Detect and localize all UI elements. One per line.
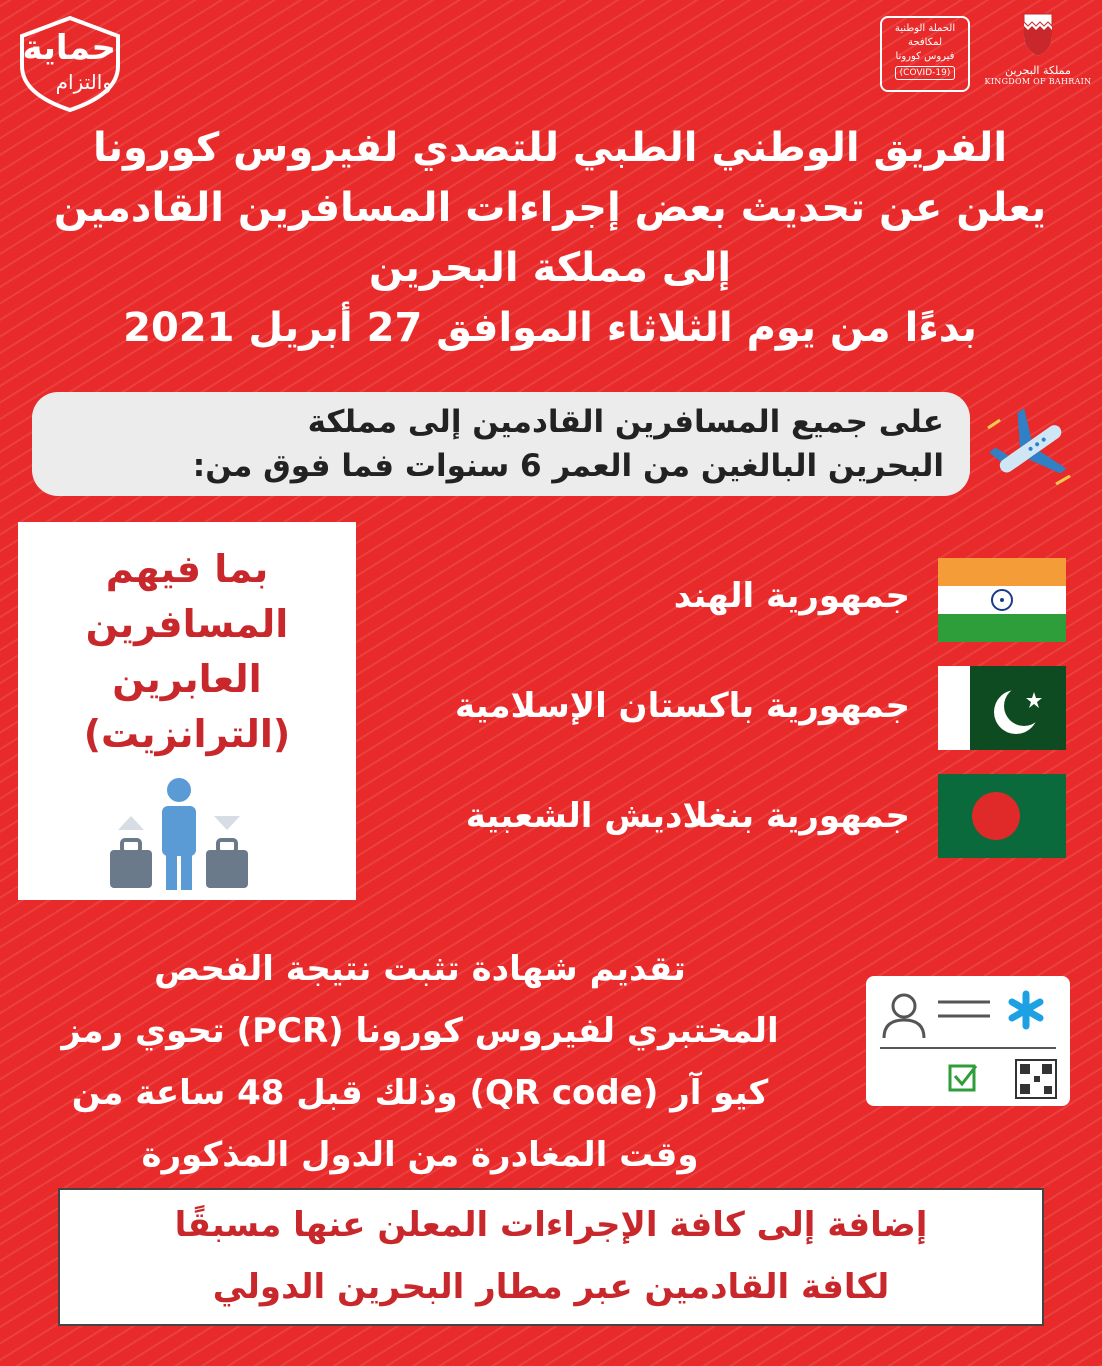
- travelers-notice-line1: على جميع المسافرين القادمين إلى مملكة: [307, 404, 944, 440]
- transit-line1: بما فيهم: [105, 547, 269, 591]
- footer-note-line1: إضافة إلى كافة الإجراءات المعلن عنها مسبقًا: [174, 1205, 928, 1245]
- transit-line3: العابرين: [112, 657, 262, 701]
- transit-travelers-box: [18, 522, 356, 900]
- footer-note-line2: لكافة القادمين عبر مطار البحرين الدولي: [212, 1267, 890, 1307]
- headline-line2: يعلن عن تحديث بعض إجراءات المسافرين القادمين: [53, 185, 1047, 231]
- campaign-logo-subtitle: والتزام: [55, 70, 112, 94]
- traveler-luggage-icon: [104, 776, 254, 909]
- country-bangladesh: جمهورية بنغلاديش الشعبية: [465, 796, 910, 836]
- campaign-badge-line1: الحملة الوطنية: [894, 23, 956, 34]
- country-pakistan: جمهورية باكستان الإسلامية: [454, 686, 910, 726]
- campaign-logo-title: حماية: [22, 28, 116, 68]
- kingdom-emblem: [984, 12, 1092, 96]
- kingdom-english-name: KINGDOM OF BAHRAIN: [984, 77, 1092, 86]
- national-campaign-badge: [880, 16, 970, 92]
- country-india: جمهورية الهند: [673, 576, 910, 616]
- headline: [20, 118, 1080, 358]
- headline-line4: بدءًا من يوم الثلاثاء الموافق 27 أبريل 2021: [123, 305, 977, 351]
- footer-note: [58, 1188, 1044, 1326]
- pakistan-flag-icon: [938, 666, 1066, 750]
- emblem-icon: [1018, 12, 1058, 58]
- covid-tag: (COVID-19): [895, 66, 956, 80]
- travelers-notice-line2: البحرين البالغين من العمر 6 سنوات فما فوق من:: [192, 448, 944, 484]
- headline-line3: إلى مملكة البحرين: [368, 245, 732, 291]
- transit-line4: (الترانزيت): [83, 712, 291, 756]
- headline-line1: الفريق الوطني الطبي للتصدي لفيروس كورونا: [92, 125, 1008, 171]
- campaign-logo: [14, 14, 126, 112]
- kingdom-arabic-name: مملكة البحرين: [1005, 64, 1071, 77]
- india-flag-icon: [938, 558, 1066, 642]
- procedure-line1: تقديم شهادة تثبت نتيجة الفحص: [154, 949, 686, 989]
- airplane-icon: [980, 398, 1080, 498]
- campaign-badge-line2: لمكافحة: [908, 37, 942, 48]
- transit-line2: المسافرين: [85, 602, 289, 646]
- travelers-notice: [32, 392, 970, 496]
- pcr-procedure: [20, 938, 820, 1186]
- bangladesh-flag-icon: [938, 774, 1066, 858]
- procedure-line4: وقت المغادرة من الدول المذكورة: [141, 1135, 699, 1175]
- procedure-line2: المختبري لفيروس كورونا (PCR) تحوي رمز: [61, 1011, 779, 1051]
- campaign-badge-line3: فيروس كورونا: [895, 51, 955, 62]
- procedure-line3: كيو آر (QR code) وذلك قبل 48 ساعة من: [71, 1073, 769, 1113]
- health-certificate-icon: [866, 976, 1070, 1106]
